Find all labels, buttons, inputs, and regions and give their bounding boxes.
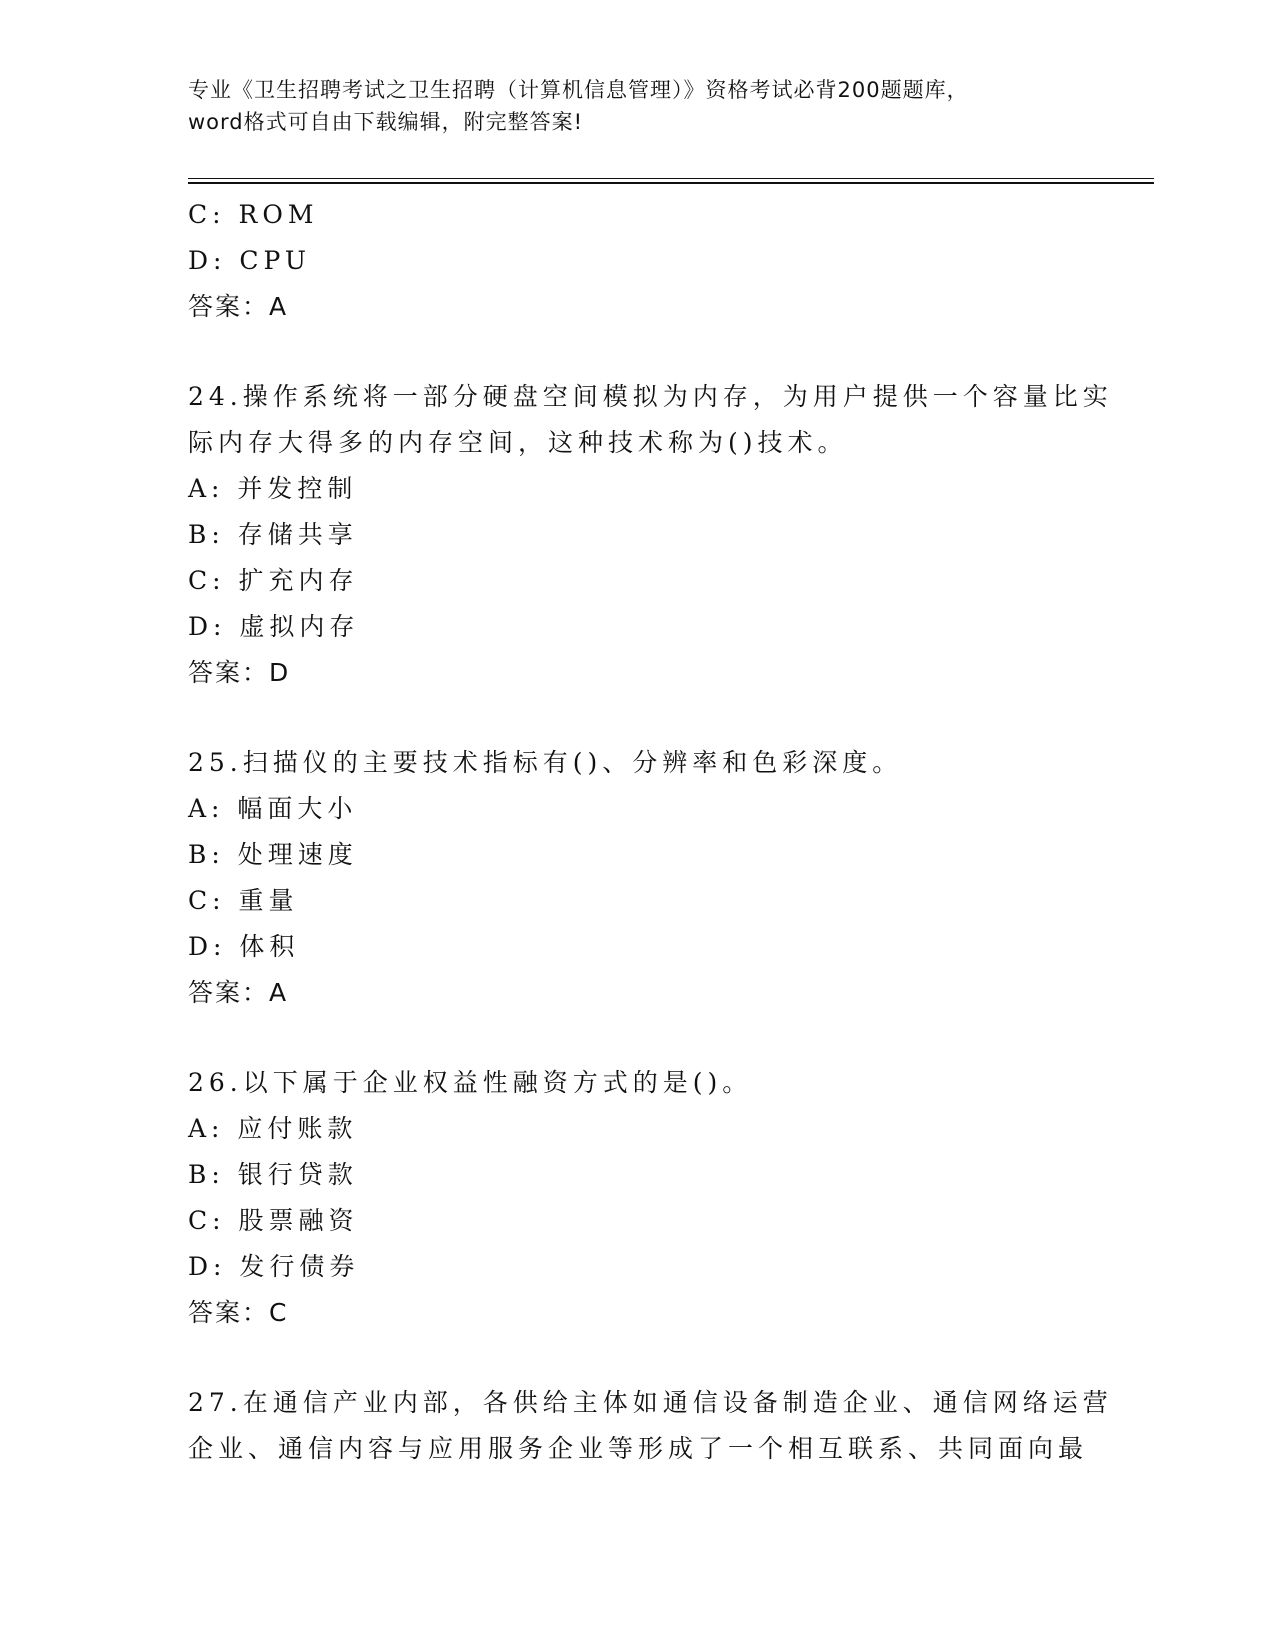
- answer: 答案：C: [188, 1298, 289, 1327]
- option-a: A: 应付账款: [188, 1114, 358, 1143]
- spacer: [188, 1336, 1088, 1380]
- header-line-1: 专业《卫生招聘考试之卫生招聘（计算机信息管理）》资格考试必背200题题库，: [188, 78, 969, 102]
- header-line-2: word格式可自由下载编辑，附完整答案!: [188, 110, 584, 134]
- spacer: [188, 330, 1088, 374]
- question-block-23: [188, 192, 1088, 330]
- option-b: B: 处理速度: [188, 840, 358, 869]
- option-c: C: 重量: [188, 886, 299, 915]
- question-list: [188, 192, 1113, 1472]
- answer: 答案：D: [188, 658, 291, 687]
- question-text-line-2: 际内存大得多的内存空间，这种技术称为()技术。: [188, 428, 848, 457]
- question-block-25: [188, 740, 1088, 1016]
- option-c: C: ROM: [188, 200, 319, 229]
- document-header: [188, 74, 1068, 138]
- option-b: B: 存储共享: [188, 520, 358, 549]
- option-c: C: 股票融资: [188, 1206, 359, 1235]
- question-text-line-1: 27.在通信产业内部，各供给主体如通信设备制造企业、通信网络运营: [188, 1388, 1113, 1417]
- option-b: B: 银行贷款: [188, 1160, 358, 1189]
- question-block-27: [188, 1380, 1113, 1472]
- question-block-26: [188, 1060, 1088, 1336]
- option-d: D: 虚拟内存: [188, 612, 360, 641]
- option-a: A: 并发控制: [188, 474, 358, 503]
- question-text-line-1: 25.扫描仪的主要技术指标有()、分辨率和色彩深度。: [188, 748, 903, 777]
- header-divider-thin: [188, 178, 1154, 179]
- answer: 答案：A: [188, 978, 289, 1007]
- question-block-24: [188, 374, 1113, 696]
- question-text-line-1: 24.操作系统将一部分硬盘空间模拟为内存，为用户提供一个容量比实: [188, 382, 1113, 411]
- question-text-line-1: 26.以下属于企业权益性融资方式的是()。: [188, 1068, 753, 1097]
- option-d: D: 体积: [188, 932, 300, 961]
- answer: 答案：A: [188, 292, 289, 321]
- option-a: A: 幅面大小: [188, 794, 358, 823]
- question-text-line-2: 企业、通信内容与应用服务企业等形成了一个相互联系、共同面向最: [188, 1434, 1089, 1463]
- option-d: D: CPU: [188, 246, 311, 275]
- spacer: [188, 1016, 1088, 1060]
- spacer: [188, 696, 1088, 740]
- option-d: D: 发行债券: [188, 1252, 360, 1281]
- option-c: C: 扩充内存: [188, 566, 359, 595]
- header-divider-thick: [188, 182, 1154, 184]
